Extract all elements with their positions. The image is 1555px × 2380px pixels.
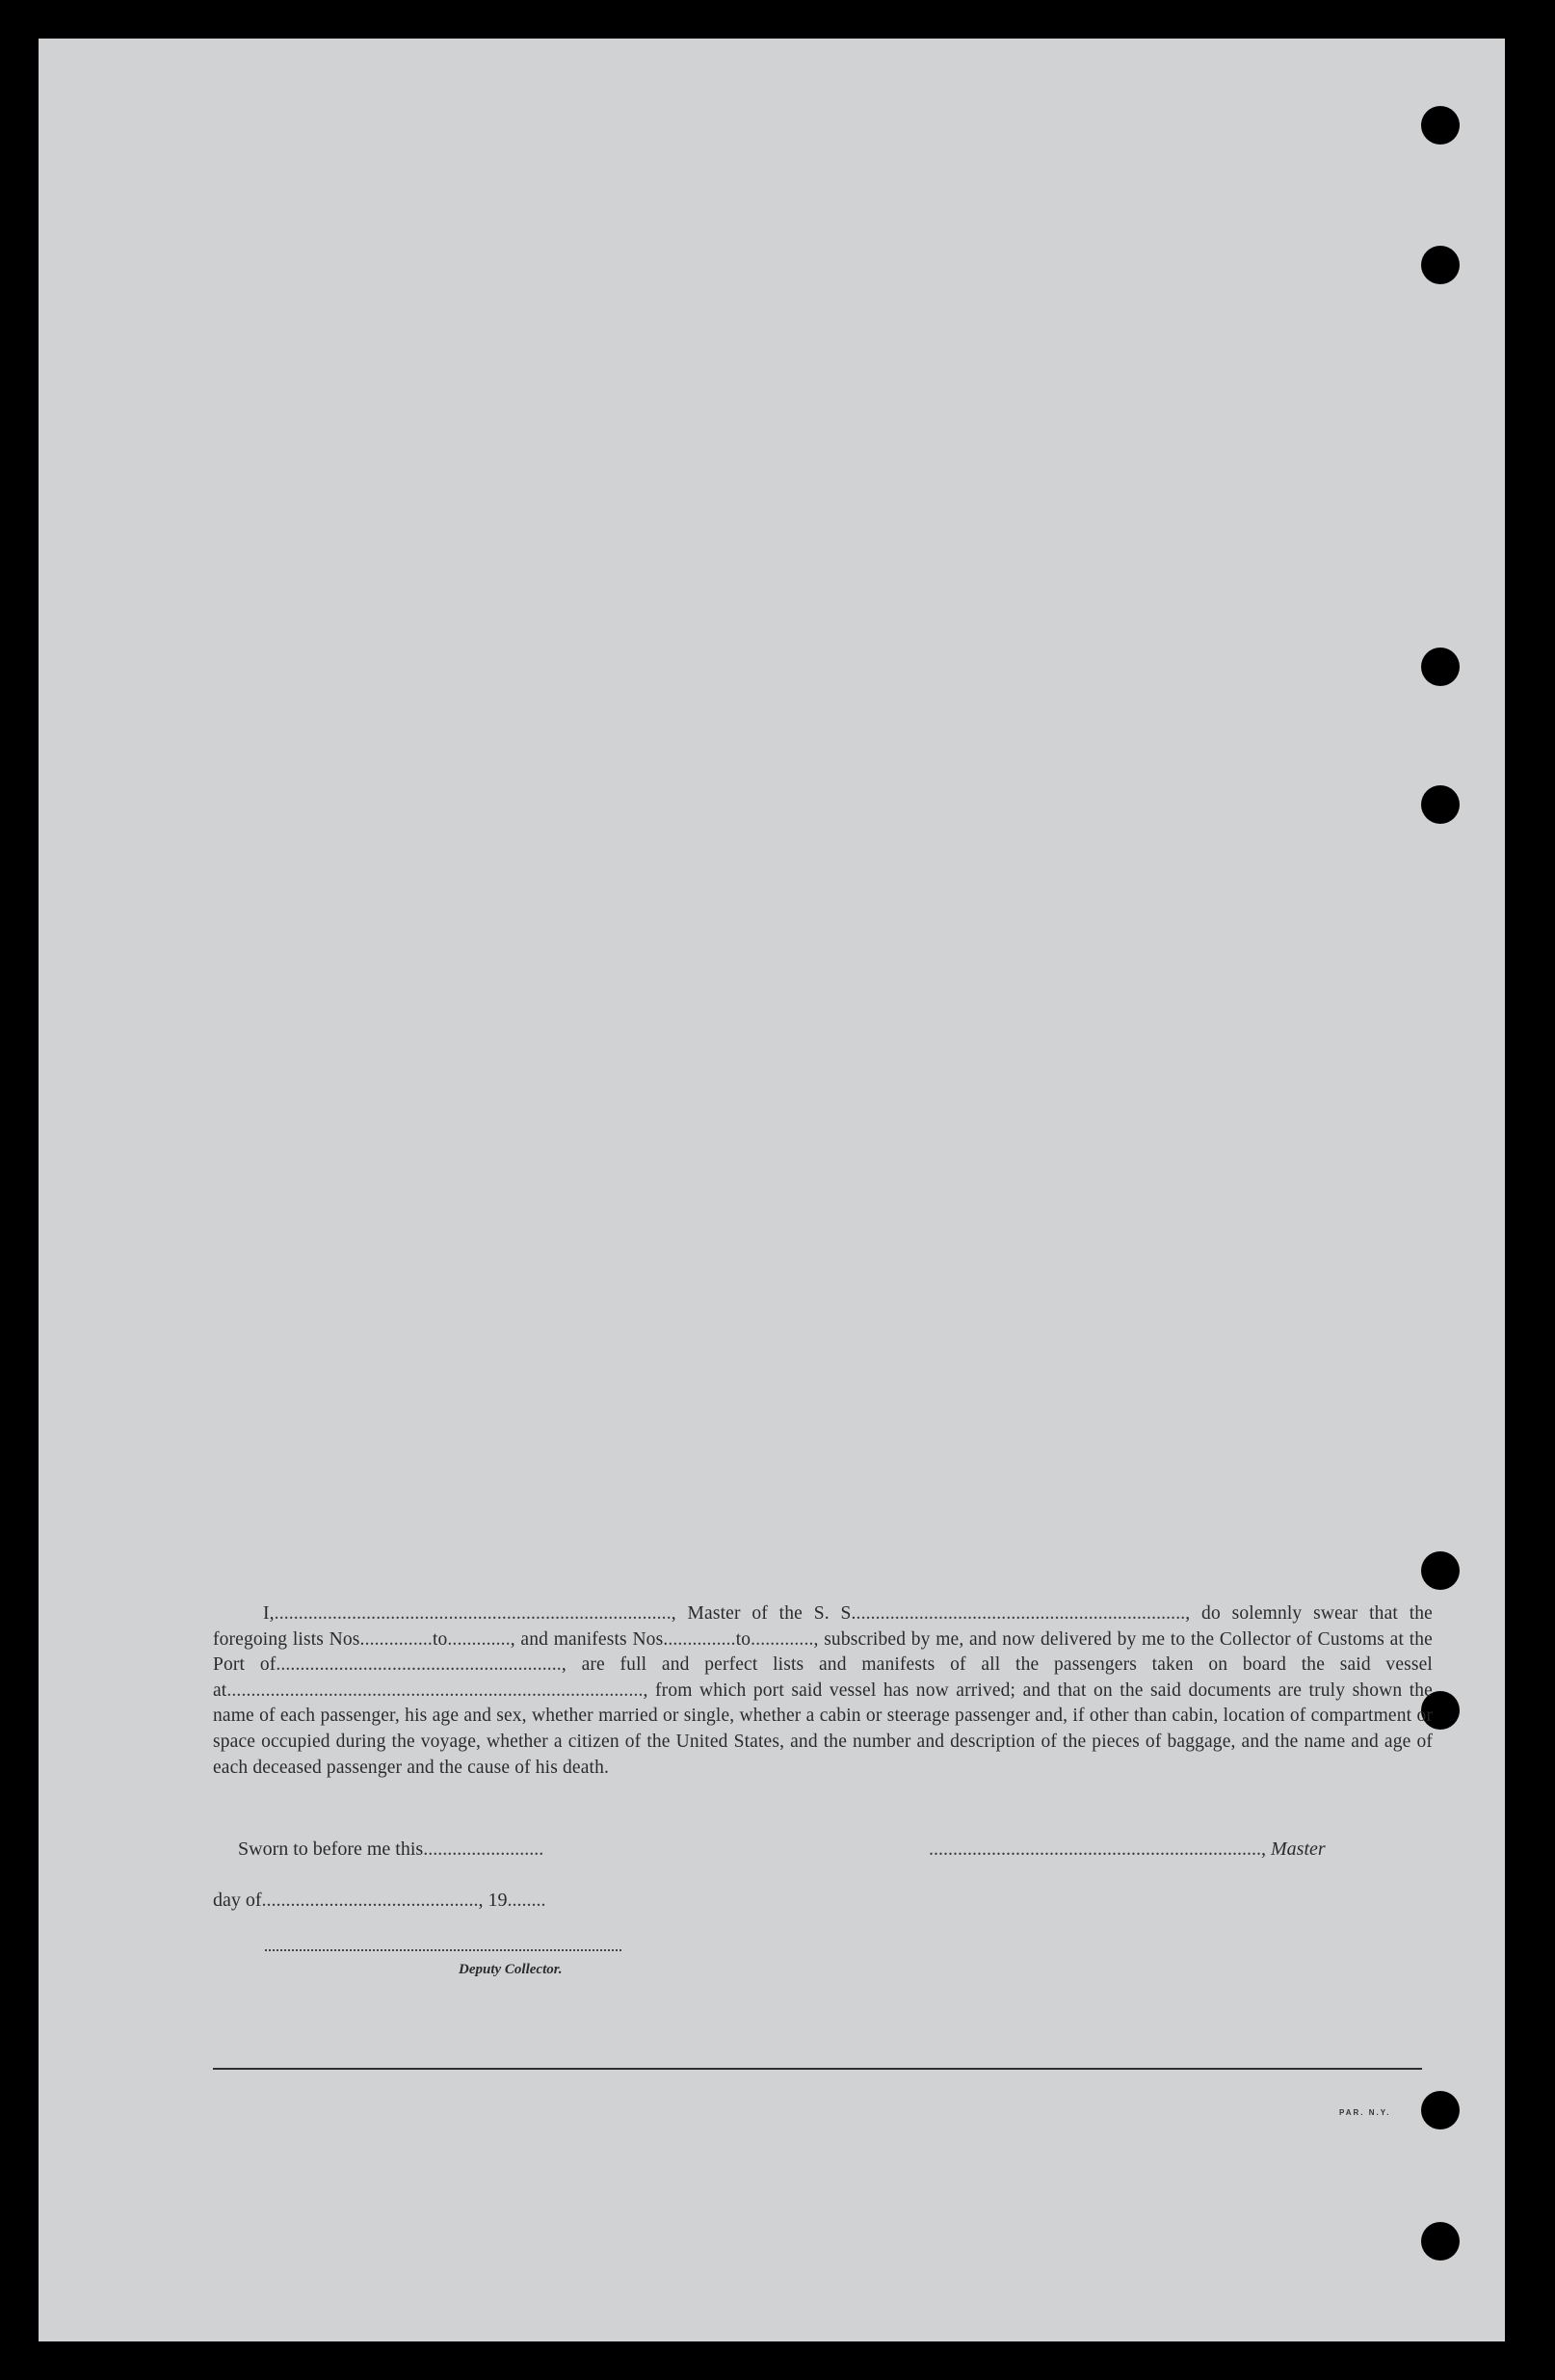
blank-list-to: ............. — [447, 1628, 511, 1650]
blank-port: ........................................................... — [276, 1654, 562, 1676]
oath-text: , subscribed by me, and now delivered by me to the Collector of Customs at the Port of — [213, 1628, 1433, 1676]
horizontal-rule — [213, 2068, 1422, 2070]
year-label: , 19 — [478, 1890, 508, 1911]
document-page — [39, 39, 1505, 2341]
oath-text: to — [432, 1628, 448, 1650]
blank-manifest-to: ............. — [751, 1628, 814, 1650]
oath-paragraph — [213, 1601, 1433, 1781]
oath-text: , and manifests Nos. — [510, 1628, 669, 1650]
printer-mark: PAR. N.Y. — [1339, 2108, 1391, 2117]
binder-hole — [1421, 1551, 1460, 1590]
binder-hole — [1421, 785, 1460, 824]
master-signature-line — [929, 1838, 1326, 1861]
sworn-line — [238, 1838, 543, 1861]
deputy-collector-label: Deputy Collector. — [459, 1962, 563, 1977]
blank-month: ............................................. — [261, 1890, 479, 1911]
oath-text: , do solemnly swear that the foregoing lists Nos. — [213, 1603, 1433, 1650]
day-of-label: day of — [213, 1890, 262, 1911]
oath-text: , are full and perfect lists and manifests of all the passengers taken on board the said vessel at — [213, 1654, 1433, 1701]
blank-sworn-day: ......................... — [423, 1838, 544, 1860]
oath-text: , Master of the S. S. — [671, 1603, 857, 1624]
deputy-signature-line — [265, 1949, 621, 1951]
oath-text: I, — [263, 1603, 275, 1624]
binder-hole — [1421, 246, 1460, 284]
blank-manifest-from: .............. — [668, 1628, 736, 1650]
master-label: , Master — [1261, 1838, 1326, 1860]
blank-year: ........ — [507, 1890, 546, 1911]
binder-hole — [1421, 2222, 1460, 2261]
blank-list-from: .............. — [364, 1628, 433, 1650]
blank-master-signature: ..................................................................... — [929, 1838, 1261, 1860]
oath-text: , from which port said vessel has now arrived; and that on the said documents are truly shown the name of each passenger, his age and sex, whether married or single, whether a cabin or steerage passenger and, if other than cabin, location of compartment or space occupied during the voyage, whether a citizen of the United States, and the number and description of the pieces of baggage, and the name and age of each deceased passenger and the cause of his death. — [213, 1679, 1433, 1778]
binder-hole — [1421, 2091, 1460, 2129]
binder-hole — [1421, 106, 1460, 145]
date-line — [213, 1890, 546, 1912]
sworn-label: Sworn to before me this — [238, 1838, 424, 1860]
binder-hole — [1421, 648, 1460, 686]
oath-text: to — [735, 1628, 751, 1650]
blank-master-name: .................................................................................. — [274, 1603, 672, 1624]
blank-vessel-name: .................................................................... — [856, 1603, 1186, 1624]
blank-departure-port: ...................................................................................... — [226, 1679, 644, 1701]
